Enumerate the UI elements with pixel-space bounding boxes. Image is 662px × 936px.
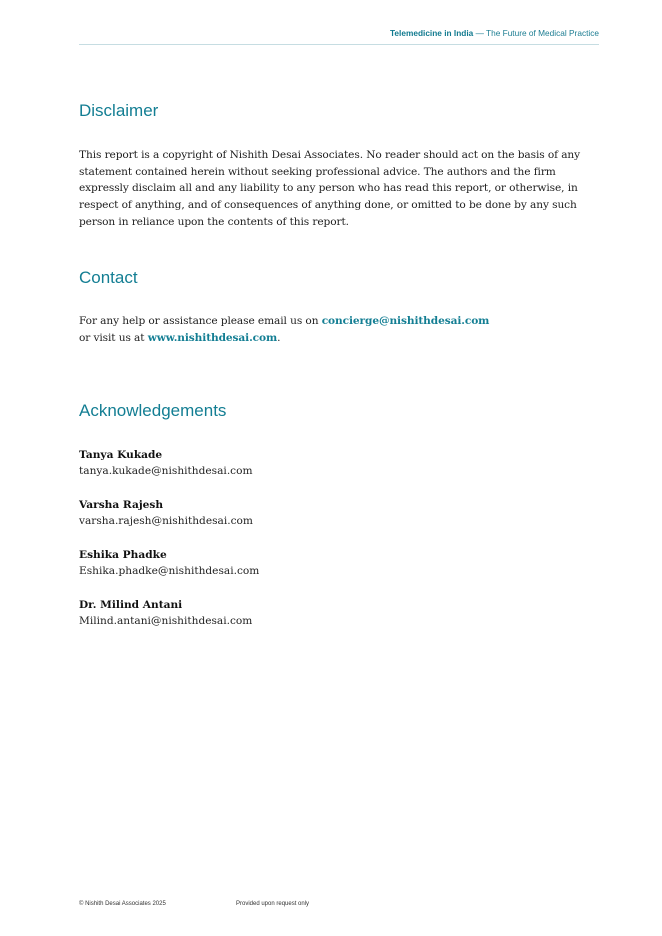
person-name: Varsha Rajesh: [79, 499, 164, 511]
website-link[interactable]: www.nishithdesai.com: [147, 331, 278, 344]
acknowledgement-entry: [79, 547, 259, 579]
contact-line2-prefix: or visit us at: [79, 331, 148, 344]
person-email[interactable]: varsha.rajesh@nishithdesai.com: [79, 515, 253, 527]
disclaimer-text: This report is a copyright of Nishith Desai Associates. No reader should act on the basis of any statement contained herein without seeking professional advice. The authors and the firm expressly disclaim all and any liability to any person who has read this report, or otherwise, in respect of anything, and of consequences of anything done, or omitted to be done by any such person in reliance upon the contents of this report.: [79, 149, 581, 228]
person-name: Eshika Phadke: [79, 549, 167, 561]
contact-line1-prefix: For any help or assistance please email us on: [79, 315, 322, 327]
acknowledgement-entry: [79, 497, 253, 529]
contact-text: [79, 313, 601, 346]
contact-heading: Contact: [79, 268, 138, 287]
running-header: [79, 27, 599, 45]
footer-copyright: © Nishith Desai Associates 2025: [79, 901, 166, 907]
acknowledgement-entry: [79, 597, 252, 629]
person-name: Tanya Kukade: [79, 449, 163, 461]
acknowledgement-entry: [79, 447, 253, 479]
header-subtitle: — The Future of Medical Practice: [473, 28, 599, 38]
contact-email-link[interactable]: concierge@nishithdesai.com: [321, 315, 490, 327]
disclaimer-heading: Disclaimer: [79, 101, 159, 120]
acknowledgements-heading: Acknowledgements: [79, 401, 227, 420]
contact-line2-suffix: .: [277, 331, 281, 344]
person-email[interactable]: tanya.kukade@nishithdesai.com: [79, 465, 253, 477]
footer-note: Provided upon request only: [236, 901, 310, 907]
person-email[interactable]: Milind.antani@nishithdesai.com: [79, 615, 253, 627]
person-email[interactable]: Eshika.phadke@nishithdesai.com: [79, 565, 260, 577]
header-title: Telemedicine in India: [389, 28, 474, 38]
person-name: Dr. Milind Antani: [79, 599, 183, 611]
